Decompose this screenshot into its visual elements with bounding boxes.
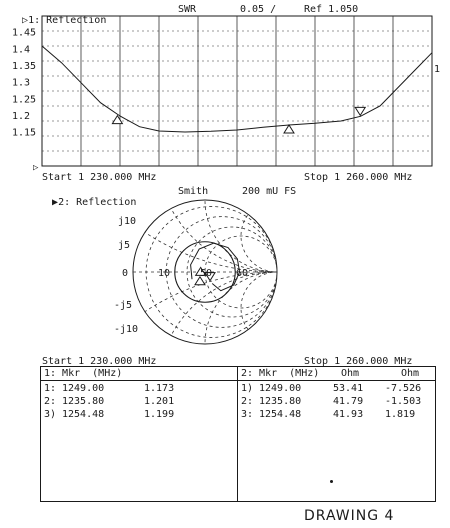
small-dot xyxy=(330,480,333,483)
row-freq: 1235.80 xyxy=(62,396,105,407)
right-table-body xyxy=(241,383,433,422)
chart2-scale: 200 mU FS xyxy=(242,186,297,197)
smith-label-neg-j10: -j10 xyxy=(114,324,139,335)
row-freq: 1249.00 xyxy=(62,383,105,394)
chart1-title: 1: Reflection xyxy=(28,15,107,26)
right-col2-header: Ohm xyxy=(401,368,420,379)
ref-level-marker: ▷ xyxy=(33,163,39,173)
table-row xyxy=(44,383,234,396)
chart1-ref: Ref 1.050 xyxy=(304,4,359,15)
left-table-header xyxy=(44,368,122,379)
chart1-format: SWR xyxy=(178,4,197,15)
row-resistance: 41.79 xyxy=(333,396,364,407)
row-value: 1.173 xyxy=(144,383,175,394)
smith-label-j10: j10 xyxy=(118,216,137,227)
row-id: 3: xyxy=(241,409,254,420)
smith-chart xyxy=(0,196,450,366)
row-reactance: -7.526 xyxy=(385,383,422,394)
smith-label-j5: j5 xyxy=(118,240,131,251)
table-row xyxy=(241,383,433,396)
row-id: 1) xyxy=(241,383,254,394)
row-value: 1.201 xyxy=(144,396,175,407)
y-tick-label: 1.3 xyxy=(12,77,31,89)
chart1-active-icon: ▷ xyxy=(22,15,29,26)
swr-chart xyxy=(0,0,450,190)
chart1-scale: 0.05 / xyxy=(240,4,277,15)
chart2-start: Start 1 230.000 MHz xyxy=(42,356,157,367)
row-resistance: 53.41 xyxy=(333,383,364,394)
smith-label-neg-j5: -j5 xyxy=(114,300,133,311)
smith-reactance-arc xyxy=(241,200,313,272)
y-tick-label: 1.45 xyxy=(12,27,37,39)
trace-end-marker: 1 xyxy=(434,64,441,75)
table-row xyxy=(44,409,234,422)
drawing-caption: DRAWING 4 xyxy=(304,508,395,524)
row-resistance: 41.93 xyxy=(333,409,364,420)
smith-label-50: 50 xyxy=(200,268,213,279)
marker-table-divider xyxy=(237,367,238,501)
row-reactance: -1.503 xyxy=(385,396,422,407)
left-table-body xyxy=(44,383,234,422)
table-row xyxy=(241,396,433,409)
smith-reactance-arc xyxy=(157,272,397,366)
right-table-header xyxy=(241,368,431,379)
y-tick-label: 1.2 xyxy=(12,111,31,122)
marker-table-header-rule xyxy=(41,380,435,381)
row-freq: 1254.48 xyxy=(259,409,302,420)
row-id: 2: xyxy=(44,396,57,407)
y-tick-label: 1.25 xyxy=(12,94,37,106)
right-mkr-unit: (MHz) xyxy=(289,368,320,379)
y-tick-label: 1.4 xyxy=(12,44,31,56)
row-id: 2: xyxy=(241,396,254,407)
row-id: 3) xyxy=(44,409,57,420)
right-mkr-label: 2: Mkr xyxy=(241,368,278,379)
chart1-start: Start 1 230.000 MHz xyxy=(42,172,157,183)
table-row xyxy=(44,396,234,409)
table-row xyxy=(241,409,433,422)
left-mkr-label: 1: Mkr xyxy=(44,368,81,379)
smith-reactance-arc xyxy=(205,272,349,366)
right-col1-header: Ohm xyxy=(341,368,360,379)
smith-reactance-arc xyxy=(37,272,450,366)
marker-triangle xyxy=(284,125,294,133)
y-tick-label: 1.15 xyxy=(12,127,37,139)
row-freq: 1235.80 xyxy=(259,396,302,407)
row-freq: 1254.48 xyxy=(62,409,105,420)
row-reactance: 1.819 xyxy=(385,409,416,420)
left-mkr-unit: (MHz) xyxy=(92,368,123,379)
chart2-format: Smith xyxy=(178,186,209,197)
marker-table xyxy=(40,366,436,502)
y-tick-label: 1.35 xyxy=(12,61,37,72)
row-id: 1: xyxy=(44,383,57,394)
row-freq: 1249.00 xyxy=(259,383,302,394)
chart2-active-icon: ▶ xyxy=(52,197,59,208)
smith-label-0: 0 xyxy=(122,268,129,279)
smith-label-60: 60 xyxy=(236,268,249,279)
chart1-stop: Stop 1 260.000 MHz xyxy=(304,172,413,183)
smith-label-10: 10 xyxy=(158,268,171,279)
row-value: 1.199 xyxy=(144,409,175,420)
smith-reactance-arc xyxy=(241,272,313,344)
chart2-title: 2: Reflection xyxy=(58,197,137,208)
smith-reactance-arc xyxy=(37,196,450,272)
chart2-stop: Stop 1 260.000 MHz xyxy=(304,356,413,367)
